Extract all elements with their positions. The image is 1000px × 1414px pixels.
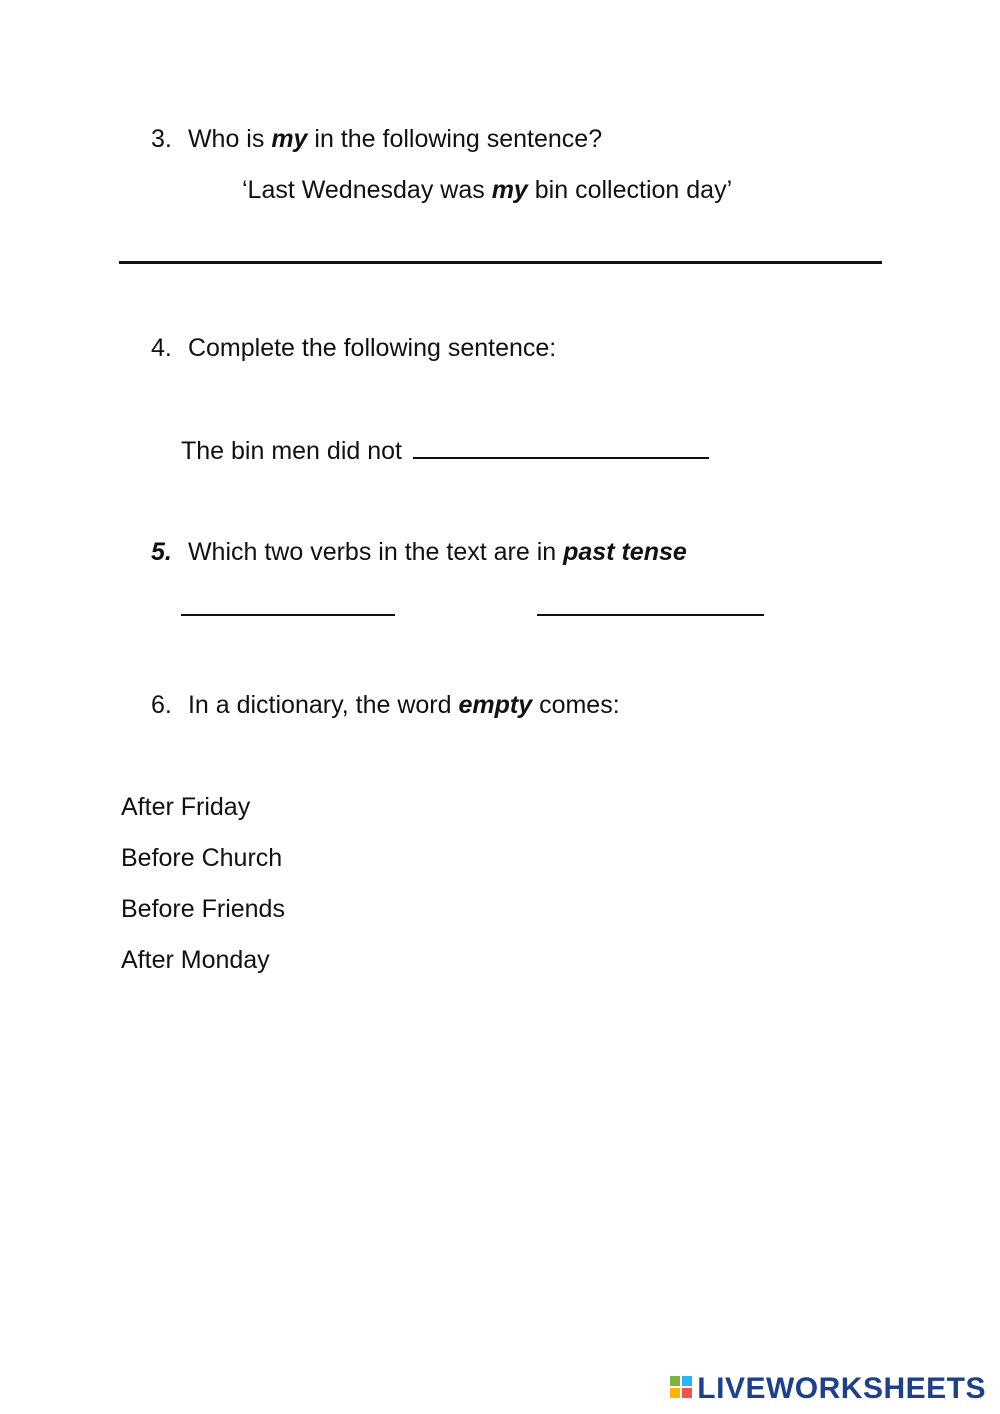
brand-name: LIVEWORKSHEETS: [697, 1372, 986, 1405]
liveworksheets-logo-icon: [670, 1374, 694, 1405]
question-4: [151, 333, 556, 363]
quoted-sentence: ‘Last Wednesday was my bin collection day’: [242, 176, 733, 204]
question-text: in the following sentence?: [314, 125, 603, 153]
sentence-completion: [181, 435, 709, 466]
question-number: 6.: [151, 691, 172, 719]
option-before-church[interactable]: Before Church: [121, 844, 283, 872]
question-number: 3.: [151, 125, 172, 153]
question-text: Complete the following sentence:: [187, 334, 557, 362]
question-text: Who is: [187, 125, 265, 153]
question-text: comes:: [539, 691, 620, 719]
answer-blank[interactable]: [413, 435, 709, 459]
option-before-friends[interactable]: Before Friends: [121, 895, 285, 923]
question-5: [151, 537, 687, 567]
question-text: In a dictionary, the word: [187, 691, 452, 719]
question-number: 5.: [151, 538, 172, 566]
option-after-friday[interactable]: After Friday: [121, 793, 251, 821]
emphasis-word: my: [271, 125, 308, 153]
liveworksheets-brand: [670, 1372, 986, 1406]
question-number: 4.: [151, 334, 172, 362]
question-6: [151, 690, 620, 720]
answer-blank-1[interactable]: [181, 614, 395, 616]
option-after-monday[interactable]: After Monday: [121, 946, 270, 974]
sentence-start: The bin men did not: [181, 437, 402, 465]
emphasis-word: my: [491, 176, 528, 204]
emphasis-word: empty: [458, 691, 533, 719]
question-3: [151, 124, 602, 154]
emphasis-word: past tense: [563, 538, 687, 566]
answer-line[interactable]: [119, 261, 882, 264]
question-text: Which two verbs in the text are in: [187, 538, 557, 566]
answer-blank-2[interactable]: [537, 614, 764, 616]
